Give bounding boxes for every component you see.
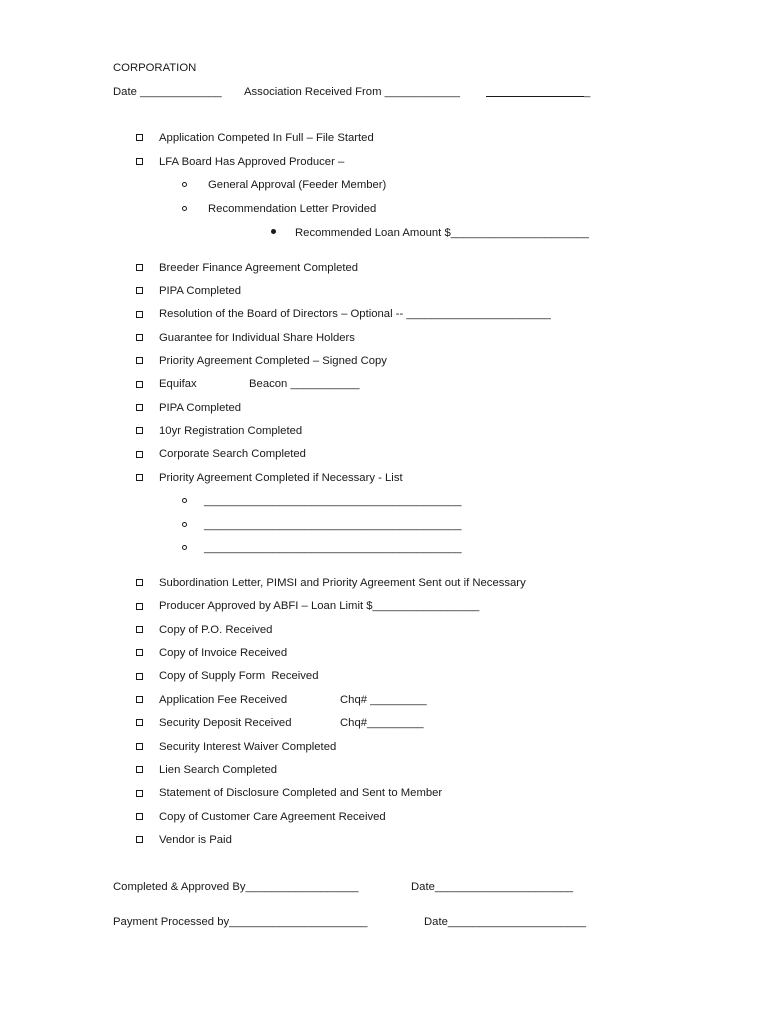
checklist-item-corporate-search: Corporate Search Completed	[159, 448, 306, 460]
checklist-item-priority-list: Priority Agreement Completed if Necessary - List	[159, 472, 403, 484]
checklist-item-lfa-board: LFA Board Has Approved Producer –	[159, 156, 345, 168]
checkbox-icon[interactable]	[136, 287, 143, 294]
checklist-item-equifax: Equifax	[159, 378, 197, 390]
checkbox-icon[interactable]	[136, 404, 143, 411]
circle-bullet-icon	[182, 498, 187, 503]
checklist-item-resolution: Resolution of the Board of Directors – Optional -- _______________________	[159, 308, 551, 320]
checklist-item-pipa-2: PIPA Completed	[159, 402, 242, 414]
completed-approved-by-field: Completed & Approved By__________________	[113, 881, 359, 893]
application-fee-cheque-field: Chq# _________	[340, 694, 427, 706]
checklist-item-supply-form: Copy of Supply Form Received	[159, 670, 319, 682]
checkbox-icon[interactable]	[136, 381, 143, 388]
checkbox-icon[interactable]	[136, 626, 143, 633]
checklist-item-vendor-paid: Vendor is Paid	[159, 834, 232, 846]
checklist-item-disclosure: Statement of Disclosure Completed and Sent to Member	[159, 787, 443, 799]
checkbox-icon[interactable]	[136, 790, 143, 797]
circle-bullet-icon	[182, 545, 187, 550]
checkbox-icon[interactable]	[136, 311, 143, 318]
priority-list-blank-2: _________________________________________	[204, 519, 462, 531]
checklist-item-security-deposit: Security Deposit Received	[159, 717, 292, 729]
checklist-item-producer-approved: Producer Approved by ABFI – Loan Limit $_________________	[159, 600, 480, 612]
checkbox-icon[interactable]	[136, 357, 143, 364]
association-tail: _	[584, 86, 591, 98]
checklist-item-application-fee: Application Fee Received	[159, 694, 288, 706]
approved-date-field: Date______________________	[411, 881, 574, 893]
checklist-item-subordination: Subordination Letter, PIMSI and Priority Agreement Sent out if Necessary	[159, 577, 526, 589]
recommended-loan-amount: Recommended Loan Amount $______________________	[295, 227, 589, 239]
document-title: CORPORATION	[113, 62, 197, 74]
payment-date-field: Date______________________	[424, 916, 587, 928]
circle-bullet-icon	[182, 182, 187, 187]
checklist-item-customer-care: Copy of Customer Care Agreement Received	[159, 811, 386, 823]
checkbox-icon[interactable]	[136, 649, 143, 656]
checkbox-icon[interactable]	[136, 603, 143, 610]
checkbox-icon[interactable]	[136, 427, 143, 434]
checklist-item-breeder-finance: Breeder Finance Agreement Completed	[159, 262, 359, 274]
checklist-item-guarantee: Guarantee for Individual Share Holders	[159, 332, 355, 344]
checkbox-icon[interactable]	[136, 766, 143, 773]
checkbox-icon[interactable]	[136, 334, 143, 341]
filled-bullet-icon	[271, 229, 276, 234]
checkbox-icon[interactable]	[136, 451, 143, 458]
beacon-field: Beacon ___________	[249, 378, 360, 390]
priority-list-blank-1: _________________________________________	[204, 495, 462, 507]
payment-processed-by-field: Payment Processed by______________________	[113, 916, 368, 928]
checkbox-icon[interactable]	[136, 743, 143, 750]
date-field: Date _____________	[113, 86, 222, 98]
checklist-item-priority-signed: Priority Agreement Completed – Signed Copy	[159, 355, 387, 367]
priority-list-blank-3: _________________________________________	[204, 542, 462, 554]
checkbox-icon[interactable]	[136, 813, 143, 820]
association-underline	[486, 96, 584, 97]
sub-item-general-approval: General Approval (Feeder Member)	[208, 179, 387, 191]
circle-bullet-icon	[182, 206, 187, 211]
association-received-field: Association Received From ____________	[244, 86, 461, 98]
checklist-item-registration: 10yr Registration Completed	[159, 425, 303, 437]
checkbox-icon[interactable]	[136, 836, 143, 843]
checklist-item-po: Copy of P.O. Received	[159, 624, 273, 636]
security-deposit-cheque-field: Chq#_________	[340, 717, 424, 729]
checkbox-icon[interactable]	[136, 719, 143, 726]
checkbox-icon[interactable]	[136, 474, 143, 481]
checkbox-icon[interactable]	[136, 264, 143, 271]
circle-bullet-icon	[182, 522, 187, 527]
checkbox-icon[interactable]	[136, 579, 143, 586]
checkbox-icon[interactable]	[136, 158, 143, 165]
checklist-item-security-waiver: Security Interest Waiver Completed	[159, 741, 337, 753]
checklist-item-pipa: PIPA Completed	[159, 285, 242, 297]
checklist-item-application: Application Competed In Full – File Started	[159, 132, 374, 144]
checkbox-icon[interactable]	[136, 696, 143, 703]
sub-item-recommendation-letter: Recommendation Letter Provided	[208, 203, 377, 215]
checklist-item-lien-search: Lien Search Completed	[159, 764, 278, 776]
checkbox-icon[interactable]	[136, 134, 143, 141]
checkbox-icon[interactable]	[136, 673, 143, 680]
checklist-item-invoice: Copy of Invoice Received	[159, 647, 288, 659]
